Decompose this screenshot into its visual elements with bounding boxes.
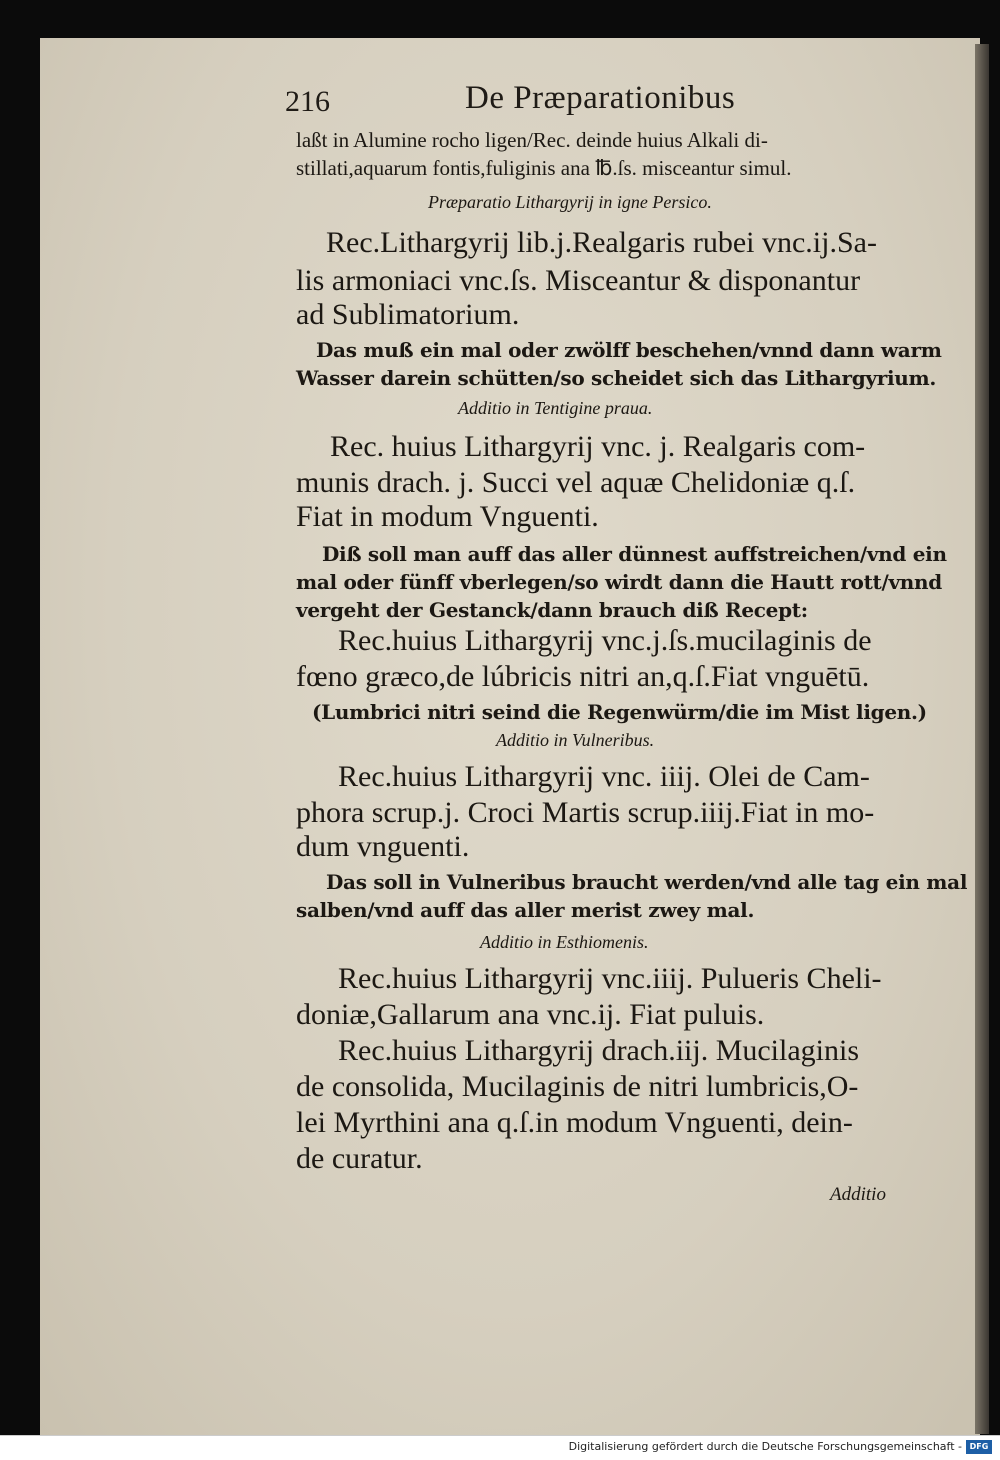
text-line: de curatur. — [296, 1142, 423, 1175]
text-line: laßt in Alumine rocho ligen/Rec. deinde huius Alkali di- — [296, 128, 768, 152]
text-line: Rec.huius Lithargyrij vnc. iiij. Olei de Cam- — [338, 760, 870, 793]
section-heading: Præparatio Lithargyrij in igne Persico. — [428, 192, 712, 212]
text-line: de consolida, Mucilaginis de nitri lumbricis,O- — [296, 1070, 859, 1103]
text-line: Rec.Lithargyrij lib.j.Realgaris rubei vnc.ij.Sa- — [326, 226, 877, 259]
text-line: Rec.huius Lithargyrij vnc.j.ſs.mucilaginis de — [338, 624, 872, 657]
text-line: lis armoniaci vnc.ſs. Misceantur & disponantur — [296, 264, 861, 297]
text-line: Rec.huius Lithargyrij vnc.iiij. Pulueris Cheli- — [338, 962, 882, 995]
text-line: mal oder fünff vberlegen/so wirdt dann die Hautt rott/vnnd — [296, 570, 942, 594]
text-line: phora scrup.j. Croci Martis scrup.iiij.Fiat in mo- — [296, 796, 875, 829]
running-title: De Præparationibus — [465, 80, 736, 116]
text-line: fœno græco,de lúbricis nitri an,q.ſ.Fiat vnguētū. — [296, 660, 870, 693]
text-line: (Lumbrici nitri seind die Regenwürm/die im Mist ligen.) — [312, 700, 927, 724]
text-line: vergeht der Gestanck/dann brauch diß Recept: — [296, 598, 808, 622]
text-line: Das muß ein mal oder zwölff beschehen/vnnd dann warm — [316, 338, 942, 362]
text-line: Das soll in Vulneribus braucht werden/vnd alle tag ein mal — [326, 870, 968, 894]
text-line: stillati,aquarum fontis,fuliginis ana ℔.ſs. misceantur simul. — [296, 156, 792, 180]
text-line: salben/vnd auff das aller merist zwey mal. — [296, 898, 755, 922]
section-heading: Additio in Esthiomenis. — [480, 932, 649, 952]
text-line: dum vnguenti. — [296, 830, 470, 863]
page-edge — [975, 44, 989, 1434]
dfg-logo: DFG — [966, 1440, 992, 1454]
footer-bar — [0, 1435, 1000, 1460]
text-line: Rec. huius Lithargyrij vnc. j. Realgaris com- — [330, 430, 866, 463]
catchword: Additio — [830, 1184, 886, 1205]
text-line: Diß soll man auff das aller dünnest auffstreichen/vnd ein — [322, 542, 947, 566]
text-line: munis drach. j. Succi vel aquæ Chelidoniæ q.ſ. — [296, 466, 856, 499]
footer-credit: Digitalisierung gefördert durch die Deutsche Forschungsgemeinschaft - — [568, 1440, 962, 1453]
text-line: lei Myrthini ana q.ſ.in modum Vnguenti, dein- — [296, 1106, 853, 1139]
section-heading: Additio in Tentigine praua. — [458, 398, 653, 418]
section-heading: Additio in Vulneribus. — [496, 730, 655, 750]
text-line: Rec.huius Lithargyrij drach.iij. Mucilaginis — [338, 1034, 860, 1067]
page-number: 216 — [285, 85, 330, 118]
text-line: Fiat in modum Vnguenti. — [296, 500, 599, 533]
text-line: doniæ,Gallarum ana vnc.ij. Fiat puluis. — [296, 998, 765, 1031]
text-line: ad Sublimatorium. — [296, 298, 520, 331]
text-line: Wasser darein schütten/so scheidet sich das Lithargyrium. — [296, 366, 937, 390]
